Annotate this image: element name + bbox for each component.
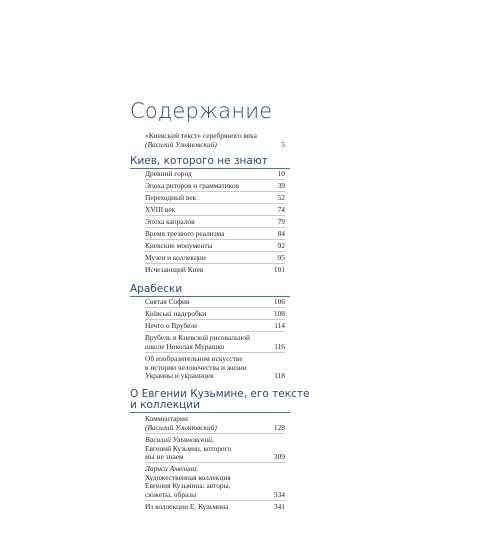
entry-title: Переходный век xyxy=(145,193,197,202)
toc-entry-intro xyxy=(145,132,285,149)
entry-title-line: сюжеты, образы xyxy=(145,489,197,499)
toc-entry xyxy=(145,194,285,203)
entry-title: Святая София xyxy=(145,297,190,306)
toc-entry xyxy=(145,254,285,263)
toc-entry xyxy=(145,436,285,462)
toc-entry xyxy=(145,266,285,275)
entry-page: 118 xyxy=(274,371,285,381)
toc-entry xyxy=(145,355,285,381)
entry-author: (Василий Ульяновский) xyxy=(145,139,217,149)
section-title-line: и коллекции xyxy=(130,399,200,411)
entry-page: 10 xyxy=(277,169,285,178)
entry-page: 116 xyxy=(274,341,285,351)
entry-author: (Василий Ульяновский) xyxy=(145,422,217,432)
toc-entry xyxy=(145,170,285,179)
entry-title: Нечто о Врубеле xyxy=(145,321,198,330)
entry-page: 341 xyxy=(273,502,285,511)
row-rule xyxy=(145,433,285,434)
row-rule xyxy=(145,227,285,228)
entry-page: 309 xyxy=(273,452,285,462)
entry-title: XVIII век xyxy=(145,205,176,214)
entry-title: Древний город xyxy=(145,169,192,178)
entry-title: Киевские монументы xyxy=(145,241,213,250)
entry-page: 5 xyxy=(281,139,285,149)
entry-page: 52 xyxy=(277,193,285,202)
entry-title: Музеи и коллекции xyxy=(145,253,206,262)
row-rule xyxy=(145,500,285,501)
toc-entry xyxy=(145,503,285,512)
entry-author: Василий Ульяновский. xyxy=(145,435,214,444)
entry-title-line: Художественная коллекция xyxy=(145,472,231,482)
entry-page: 106 xyxy=(273,297,285,306)
toc-entry xyxy=(145,230,285,239)
toc-entry xyxy=(145,415,285,432)
entry-page: 101 xyxy=(273,265,285,274)
entry-title: Комментарии xyxy=(145,414,188,423)
section-rule xyxy=(130,412,290,413)
entry-page: 74 xyxy=(277,205,285,214)
row-rule xyxy=(145,179,285,180)
entry-title-line: мы не знаем xyxy=(145,452,184,462)
row-rule xyxy=(145,462,285,463)
row-rule xyxy=(145,352,285,353)
entry-page: 95 xyxy=(277,253,285,262)
toc-title: Содержание xyxy=(130,99,273,123)
entry-page: 92 xyxy=(277,241,285,250)
toc-entry xyxy=(145,298,285,307)
entry-title-line: Евгения Кузьмина: авторы, xyxy=(145,481,231,491)
entry-title-line: в истории человечества и жизни xyxy=(145,362,247,372)
entry-page: 39 xyxy=(277,181,285,190)
row-rule xyxy=(145,203,285,204)
entry-title-line: Евгений Кузьмин, которого xyxy=(145,443,232,453)
entry-author: Лариса Амелина. xyxy=(145,464,199,473)
entry-page: 114 xyxy=(274,321,285,330)
row-rule xyxy=(145,307,285,308)
toc-entry xyxy=(145,334,285,351)
row-rule xyxy=(145,251,285,252)
toc-entry xyxy=(145,322,285,331)
row-rule xyxy=(145,319,285,320)
toc-entry xyxy=(145,242,285,251)
entry-page: 84 xyxy=(277,229,285,238)
row-rule xyxy=(145,331,285,332)
toc-entry xyxy=(145,310,285,319)
entry-title: Эпоха капралов xyxy=(145,217,195,226)
entry-title: Эпоха риторов и грамматиков xyxy=(145,181,240,190)
entry-page: 79 xyxy=(277,217,285,226)
entry-title: «Киевский текст» серебряного века xyxy=(145,131,257,140)
entry-page: 334 xyxy=(273,489,285,499)
toc-entry xyxy=(145,182,285,191)
entry-title: Время трезвого реализма xyxy=(145,229,225,238)
row-rule xyxy=(145,263,285,264)
entry-title: Київські надгробки xyxy=(145,309,207,318)
entry-page: 128 xyxy=(273,422,285,432)
row-rule xyxy=(145,239,285,240)
section-title-line: О Евгении Кузьмине, его тексте xyxy=(130,388,310,400)
entry-title: Из коллекции Е. Кузьмина xyxy=(145,502,229,511)
section-title: Киев, которого не знают xyxy=(130,155,268,167)
toc-entry xyxy=(145,206,285,215)
section-title xyxy=(130,389,309,411)
row-rule xyxy=(145,191,285,192)
toc-entry xyxy=(145,465,285,499)
entry-page: 108 xyxy=(273,309,285,318)
entry-title-line: школе Николая Мурашко xyxy=(145,341,225,351)
entry-title-line: Врубель в Киевской рисовальной xyxy=(145,333,250,342)
entry-title-line: Об изобразительном искусстве xyxy=(145,354,243,363)
entry-title-line: Украины и украинцев xyxy=(145,371,214,381)
section-title: Арабески xyxy=(130,283,183,295)
row-rule xyxy=(145,215,285,216)
toc-entry xyxy=(145,218,285,227)
entry-title: Исчезающий Киев xyxy=(145,265,204,274)
